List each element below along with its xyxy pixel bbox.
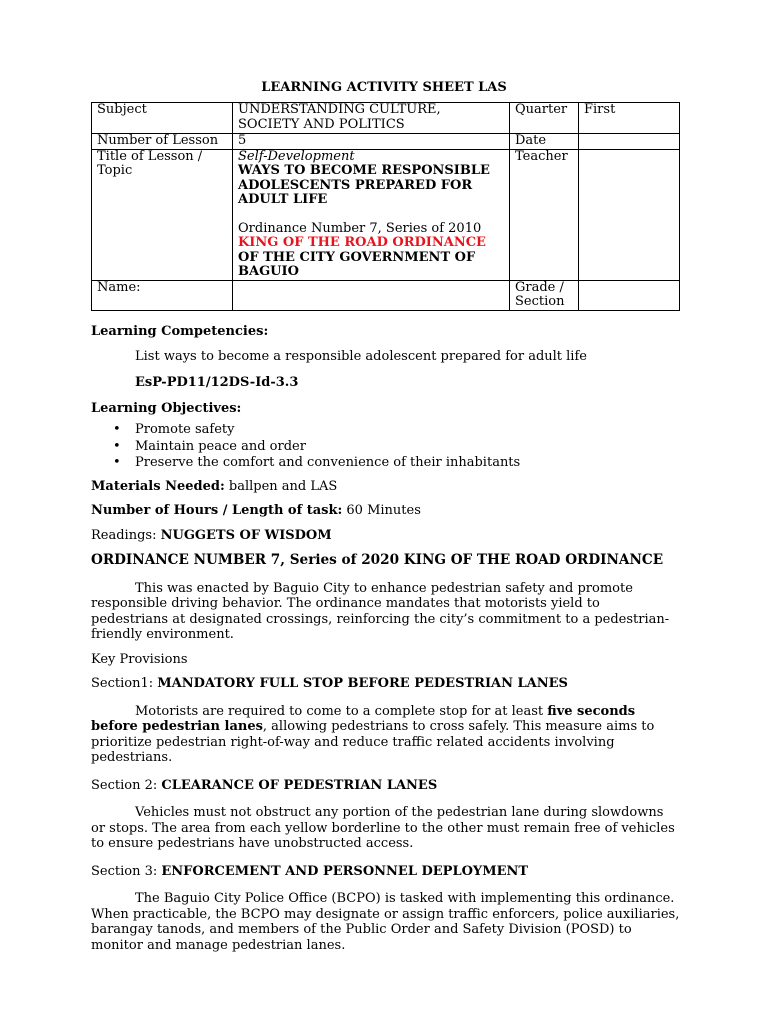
ordinance-line: Ordinance Number 7, Series of 2010: [238, 220, 482, 236]
ordinance-heading: ORDINANCE NUMBER 7, Series of 2020 KING OF THE ROAD ORDINANCE: [91, 552, 664, 568]
readings-line: [91, 528, 681, 544]
list-item: • Promote safety: [91, 422, 681, 438]
objectives-list: [91, 422, 681, 471]
list-item: • Maintain peace and order: [91, 439, 681, 455]
quarter-label: Quarter: [510, 103, 579, 134]
readings-label: Readings:: [91, 527, 161, 543]
title-label: Title of Lesson / Topic: [92, 149, 233, 280]
competencies-heading: Learning Competencies:: [91, 324, 269, 339]
ordinance-bold-title: OF THE CITY GOVERNMENT OF BAGUIO: [238, 249, 476, 279]
materials-value: ballpen and LAS: [224, 478, 338, 494]
intro-paragraph: This was enacted by Baguio City to enhance pedestrian safety and promote responsible driving behavior. The ordinance mandates that motorists yield to pedestrians at designated crossings, reinforcing the city’s commitment to a pedestrian-friendly environment.: [91, 580, 670, 642]
table-row-title: [92, 149, 680, 280]
name-value: [233, 280, 510, 310]
section-3-heading: [91, 864, 681, 880]
section-1-label: Section1:: [91, 676, 158, 691]
title-cell: [233, 149, 510, 280]
competency-code: EsP-PD11/12DS-Id-3.3: [135, 375, 299, 390]
section-3-title: ENFORCEMENT AND PERSONNEL DEPLOYMENT: [161, 863, 529, 879]
date-value: [579, 134, 680, 150]
section-1-text-bold: five seconds before pedestrian lanes: [91, 703, 636, 734]
teacher-label: Teacher: [510, 149, 579, 280]
competencies-text: List ways to become a responsible adolescent prepared for adult life: [135, 348, 587, 364]
hours-value: 60 Minutes: [342, 503, 421, 518]
lesson-info-table: [91, 102, 680, 311]
subject-label: Subject: [92, 103, 233, 134]
section-1-text-after: , allowing pedestrians to cross safely. This measure aims to prioritize pedestrian right-of-way and reduce traffic related accidents involving pedestrians.: [91, 719, 655, 765]
lesson-number-label: Number of Lesson: [92, 134, 233, 150]
ordinance-red-title: KING OF THE ROAD ORDINANCE: [238, 235, 486, 250]
section-3-text: The Baguio City Police Office (BCPO) is tasked with implementing this ordinance. When practicable, the BCPO may designate or assign traffic enforcers, police auxiliaries, barangay tanods, and members of the Public Order and Safety Division (POSD) to monitor and manage pedestrian lanes.: [91, 891, 680, 953]
section-1-title: MANDATORY FULL STOP BEFORE PEDESTRIAN LANES: [157, 676, 568, 691]
readings-value: NUGGETS OF WISDOM: [160, 527, 332, 543]
materials-label: Materials Needed:: [91, 478, 225, 494]
subject-value: UNDERSTANDING CULTURE, SOCIETY AND POLITICS: [233, 103, 510, 134]
table-row-subject: [92, 103, 680, 134]
document-body: [91, 324, 681, 965]
date-label: Date: [510, 134, 579, 150]
hours-line: [91, 503, 681, 519]
page-title: LEARNING ACTIVITY SHEET LAS: [261, 80, 507, 95]
hours-label: Number of Hours / Length of task:: [91, 503, 343, 518]
list-item: • Preserve the comfort and convenience of their inhabitants: [91, 455, 681, 471]
section-2-heading: [91, 778, 681, 794]
section-1-heading: [91, 676, 681, 692]
title-italic: Self-Development: [238, 148, 355, 164]
grade-label: Grade / Section: [510, 280, 579, 310]
objectives-heading: Learning Objectives:: [91, 400, 242, 416]
section-3-label: Section 3:: [91, 863, 162, 879]
materials-line: [91, 479, 681, 495]
quarter-value: First: [579, 103, 680, 134]
title-spacer: [238, 208, 504, 222]
section-1-text-before: Motorists are required to come to a complete stop for at least: [135, 703, 548, 719]
table-row-lesson-number: [92, 134, 680, 150]
table-row-name: [92, 280, 680, 310]
teacher-value: [579, 149, 680, 280]
section-2-text: Vehicles must not obstruct any portion of the pedestrian lane during slowdowns or stops. The area from each yellow borderline to the other must remain free of vehicles to ensure pedestrians have unobstructed access.: [91, 805, 675, 851]
grade-value: [579, 280, 680, 310]
section-2-title: CLEARANCE OF PEDESTRIAN LANES: [161, 777, 438, 793]
section-1-text: [91, 704, 681, 766]
lesson-number-value: 5: [233, 134, 510, 150]
title-bold: WAYS TO BECOME RESPONSIBLE ADOLESCENTS PREPARED FOR ADULT LIFE: [238, 163, 490, 207]
key-provisions-label: Key Provisions: [91, 651, 188, 667]
name-label: Name:: [92, 280, 233, 310]
section-2-label: Section 2:: [91, 777, 162, 793]
